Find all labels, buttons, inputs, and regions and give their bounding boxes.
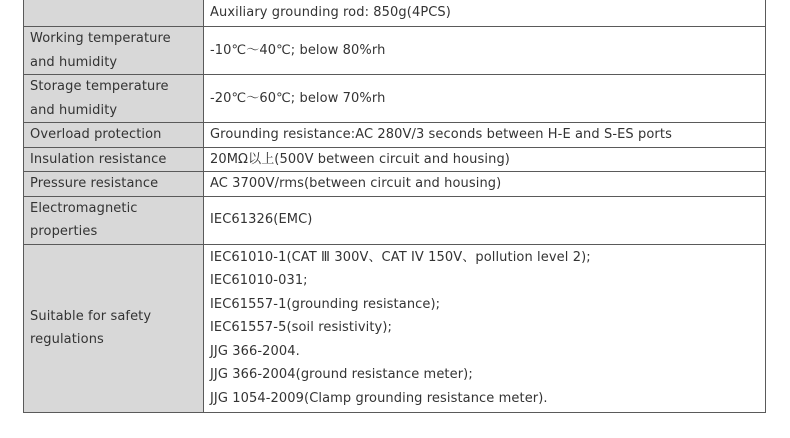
regulation-item: JJG 1054-2009(Clamp grounding resistance meter).	[210, 390, 548, 406]
spec-value: 20MΩ以上(500V between circuit and housing)	[204, 147, 766, 172]
spec-label: Pressure resistance	[24, 172, 204, 197]
table-row	[24, 244, 766, 412]
spec-value: Grounding resistance:AC 280V/3 seconds between H-E and S-ES ports	[204, 123, 766, 148]
spec-label: Suitable for safety regulations	[24, 244, 204, 412]
regulation-item: JJG 366-2004.	[210, 343, 300, 359]
table-row	[24, 147, 766, 172]
table-row	[24, 0, 766, 27]
regulation-item: IEC61010-031;	[210, 273, 308, 289]
spec-value: AC 3700V/rms(between circuit and housing)	[204, 172, 766, 197]
spec-label: Overload protection	[24, 123, 204, 148]
spec-value: IEC61326(EMC)	[204, 196, 766, 244]
spec-value: Auxiliary grounding rod: 850g(4PCS)	[204, 0, 766, 27]
regulation-item: IEC61010-1(CAT Ⅲ 300V、CAT IV 150V、pollution level 2);	[210, 249, 591, 265]
spec-label: Storage temperature and humidity	[24, 75, 204, 123]
table-row	[24, 27, 766, 75]
spec-label: Insulation resistance	[24, 147, 204, 172]
table-row	[24, 172, 766, 197]
spec-label: Working temperature and humidity	[24, 27, 204, 75]
regulation-item: JJG 366-2004(ground resistance meter);	[210, 367, 473, 383]
spec-value-list	[204, 244, 766, 412]
table-row	[24, 75, 766, 123]
regulation-item: IEC61557-5(soil resistivity);	[210, 320, 392, 336]
spec-label: Electromagnetic properties	[24, 196, 204, 244]
specifications-table	[23, 0, 766, 413]
spec-value: -20℃～60℃; below 70%rh	[204, 75, 766, 123]
regulation-item: IEC61557-1(grounding resistance);	[210, 296, 441, 312]
table-row	[24, 196, 766, 244]
spec-value: -10℃～40℃; below 80%rh	[204, 27, 766, 75]
table-row	[24, 123, 766, 148]
spec-label	[24, 0, 204, 27]
